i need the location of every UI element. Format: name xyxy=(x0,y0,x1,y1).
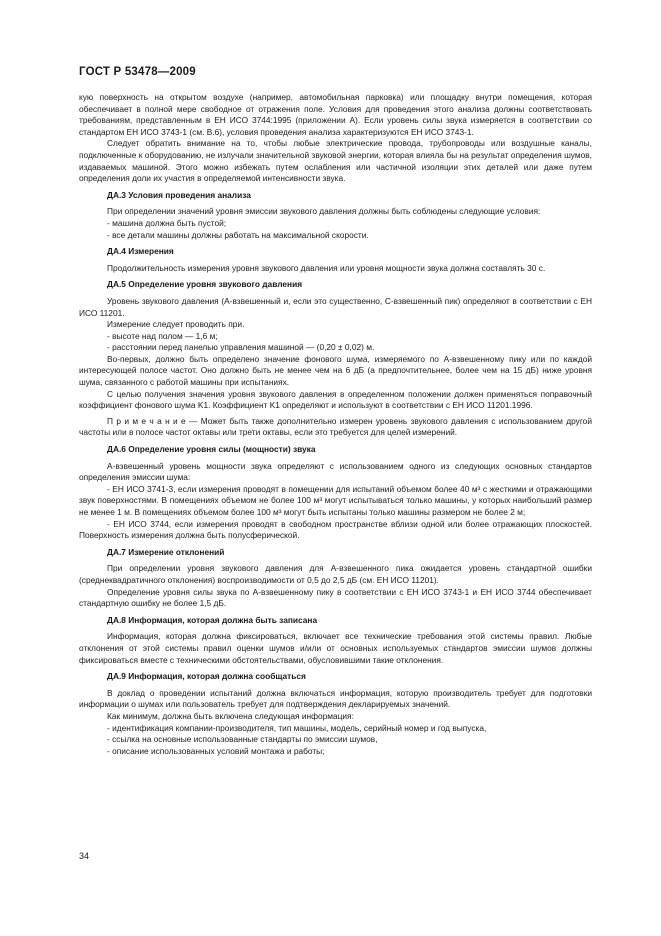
paragraph: Измерение следует проводить при. xyxy=(107,319,245,330)
list-item: - высоте над полом — 1,6 м; xyxy=(107,330,218,341)
paragraph: Следует обратить внимание на то, чтобы любые электрические провода, трубопроводы или воздушные каналы, подключенные к оборудованию, не излучали значительной звуковой энергии, которая влияла бы на результат определения шумов, издаваемых машиной. Этого можно избежать путем ослабления или частичной изоляции этих деталей или даже путем определения доли их участия в определяемой интенсивности звука. xyxy=(79,138,592,184)
list-item: - ссылка на основные использованные стандарты по эмиссии шумов, xyxy=(107,734,378,745)
section-heading: ДА.4 Измерения xyxy=(107,246,174,257)
section-heading: ДА.3 Условия проведения анализа xyxy=(107,189,251,200)
list-item: - идентификация компании-производителя, тип машины, модель, серийный номер и год выпуска, xyxy=(107,722,487,733)
list-item: - ЕН ИСО 3741-3, если измерения проводят в помещении для испытаний объемом более 40 м³ с жесткими и отражающими звук поверхностями. В помещениях объемом не более 100 м³ могут испытываться только машины, у которых наибольший размер не менее 1 м. В помещениях объемом более 100 м³ могут быть испытаны только машины размером не более 2 м; xyxy=(79,483,592,517)
document-body xyxy=(79,92,592,757)
note: П р и м е ч а н и е — Может быть также дополнительно измерен уровень звукового давления с использованием другой частоты или в полосе частот октавы или трети октавы, если это требуется для целей измерений. xyxy=(79,415,592,438)
list-item: - машина должна быть пустой; xyxy=(107,217,227,228)
paragraph: Определение уровня силы звука по А-взвешенному пику в соответствии с ЕН ИСО 3743-1 и ЕН ИСО 3744 обеспечивает стандартную ошибку не более 1,5 дБ. xyxy=(79,586,592,609)
paragraph: Во-первых, должно быть определено значение фонового шума, измеряемого по А-взвешенному пику или по каждой интересующей полосе частот. Оно должно быть не менее чем на 6 дБ (а предпочтительнее, более чем на 15 дБ) ниже уровня шума, связанного с работой машины при испытаниях. xyxy=(79,353,592,388)
paragraph: Продолжительность измерения уровня звукового давления или уровня мощности звука должна составлять 30 с. xyxy=(107,262,546,273)
section-heading: ДА.7 Измерение отклонений xyxy=(107,546,225,557)
list-item: - все детали машины должны работать на максимальной скорости. xyxy=(107,229,369,240)
paragraph: А-взвешенный уровень мощности звука определяют с использованием одного из следующих основных стандартов определения эмиссии шума: xyxy=(79,460,592,483)
section-heading: ДА.9 Информация, которая должна сообщаться xyxy=(107,671,306,682)
list-item: - ЕН ИСО 3744, если измерения проводят в свободном пространстве вблизи одной или более отражающих плоскостей. Поверхность измерения должна быть полусферической. xyxy=(79,518,592,541)
section-heading: ДА.5 Определение уровня звукового давления xyxy=(107,279,303,290)
section-heading: ДА.6 Определение уровня силы (мощности) звука xyxy=(107,444,316,455)
document-header: ГОСТ Р 53478—2009 xyxy=(79,66,196,78)
section-heading: ДА.8 Информация, которая должна быть записана xyxy=(107,614,318,625)
paragraph: Информация, которая должна фиксироваться, включает все технические требования этой системы правил. Любые отклонения от этой системы правил оценки шумов и/или от основных используемых стандартов эмиссии шумов должны фиксироваться вместе с техническими обстоятельствами, обусловившими такие отклонения. xyxy=(79,631,592,665)
paragraph: Уровень звукового давления (А-взвешенный и, если это существенно, С-взвешенный пик) определяют в соответствии с ЕН ИСО 11201. xyxy=(79,295,592,318)
paragraph: Как минимум, должна быть включена следующая информация: xyxy=(107,710,354,721)
list-item: - расстоянии перед панелью управления машиной — (0,20 ± 0,02) м. xyxy=(107,342,375,353)
paragraph: При определении уровня звукового давления для А-взвешенного пика ожидается уровень стандартной ошибки (среднеквадратичного отклонения) воспроизводимости от 0,5 до 2,5 дБ (см. ЕН ИСО 11201). xyxy=(79,563,592,585)
paragraph: При определении значений уровня эмиссии звукового давления должны быть соблюдены следующие условия: xyxy=(107,206,541,217)
paragraph: кую поверхность на открытом воздухе (например, автомобильная парковка) или площадку внутри помещения, которая обеспечивает в полной мере свободное от отражения поле. Условия для проведения этого анализа должны соответствовать требованиям, представленным в ЕН ИСО 3744:1995 (приложении А). Если уровень силы звука измеряется в соответствии со стандартом ЕН ИСО 3743-1 (см. В.6), условия проведения анализа характеризуются ЕН ИСО 3743-1. xyxy=(79,92,592,137)
page-number: 34 xyxy=(79,851,90,861)
paragraph: В доклад о проведении испытаний должна включаться информация, которую производитель требует для подготовки информации о шумах или пользователь требует для подтверждения декларируемых значений. xyxy=(79,687,592,710)
list-item: - описание использованных условий монтажа и работы; xyxy=(107,745,325,756)
paragraph: С целью получения значения уровня звукового давления в определенном положении должен применяться поправочный коэффициент фонового шума K1. Коэффициент K1 определяют и используют в соответствии с ЕН ИСО 11201.1996. xyxy=(79,388,592,411)
